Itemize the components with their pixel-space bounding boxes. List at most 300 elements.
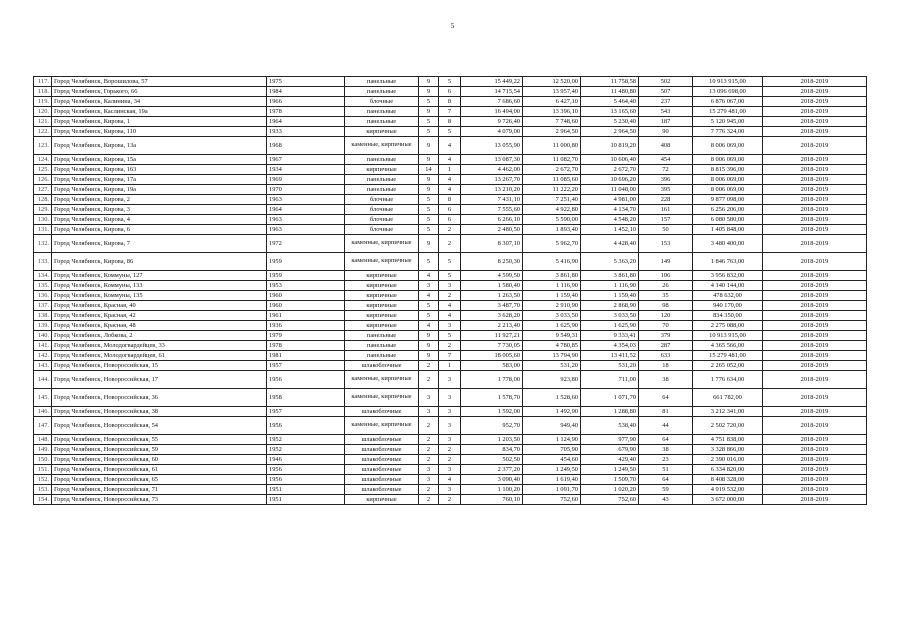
entrances-cell: 5 [439,331,461,341]
table-row [34,271,867,281]
entrances-cell: 3 [439,407,461,417]
area-3-cell: 4 981,00 [581,195,639,205]
entrances-cell: 3 [439,435,461,445]
area-2-cell: 1 091,70 [523,485,581,495]
cost-cell: 834 350,00 [693,311,763,321]
area-3-cell: 4 548,20 [581,215,639,225]
total-area-cell: 4 462,00 [461,165,523,175]
residents-cell: 120 [639,311,693,321]
period-cell: 2018-2019 [763,331,867,341]
area-2-cell: 5 590,00 [523,215,581,225]
total-area-cell: 760,10 [461,495,523,505]
area-3-cell: 5 230,40 [581,117,639,127]
residents-cell: 379 [639,331,693,341]
year-cell: 1946 [267,455,345,465]
area-2-cell: 752,60 [523,495,581,505]
material-cell: шлакоблочные [345,465,419,475]
table-row [34,417,867,435]
table-row [34,137,867,155]
area-3-cell: 977,90 [581,435,639,445]
table-row [34,445,867,455]
num: 148. [34,435,52,445]
material-cell: кирпичные [345,495,419,505]
floors-cell: 4 [419,321,439,331]
address-cell: Город Челябинск, Новороссийская, 61 [52,465,267,475]
address-cell: Город Челябинск, Новороссийская, 71 [52,485,267,495]
entrances-cell: 8 [439,97,461,107]
total-area-cell: 6 266,10 [461,215,523,225]
area-2-cell: 1 625,90 [523,321,581,331]
period-cell: 2018-2019 [763,271,867,281]
num: 142. [34,351,52,361]
table-row [34,185,867,195]
year-cell: 1963 [267,195,345,205]
entrances-cell: 3 [439,485,461,495]
residents-cell: 43 [639,495,693,505]
total-area-cell: 16 494,00 [461,107,523,117]
residents-cell: 64 [639,475,693,485]
area-2-cell: 13 396,10 [523,107,581,117]
area-2-cell: 12 520,00 [523,77,581,87]
year-cell: 1959 [267,271,345,281]
cost-cell: 15 279 481,00 [693,107,763,117]
address-cell: Город Челябинск, Кирова, 110 [52,127,267,137]
area-3-cell: 1 159,40 [581,291,639,301]
total-area-cell: 7 555,60 [461,205,523,215]
table-row [34,155,867,165]
total-area-cell: 1 203,50 [461,435,523,445]
entrances-cell: 4 [439,311,461,321]
entrances-cell: 4 [439,475,461,485]
area-3-cell: 752,60 [581,495,639,505]
floors-cell: 4 [419,271,439,281]
num: 124. [34,155,52,165]
material-cell: панельные [345,175,419,185]
num: 121. [34,117,52,127]
floors-cell: 5 [419,215,439,225]
num: 147. [34,417,52,435]
residents-cell: 70 [639,321,693,331]
material-cell: кирпичные [345,321,419,331]
area-2-cell: 13 957,40 [523,87,581,97]
residents-cell: 395 [639,185,693,195]
material-cell: кирпичные [345,271,419,281]
area-3-cell: 4 134,70 [581,205,639,215]
material-cell: шлакоблочные [345,475,419,485]
entrances-cell: 7 [439,351,461,361]
period-cell: 2018-2019 [763,301,867,311]
area-2-cell: 1 528,60 [523,389,581,407]
total-area-cell: 13 267,70 [461,175,523,185]
year-cell: 1957 [267,407,345,417]
residents-cell: 64 [639,389,693,407]
material-cell: панельные [345,117,419,127]
year-cell: 1951 [267,495,345,505]
total-area-cell: 2 213,40 [461,321,523,331]
table-body [34,77,867,505]
area-3-cell: 711,00 [581,371,639,389]
residents-cell: 44 [639,417,693,435]
entrances-cell: 4 [439,301,461,311]
table-row [34,407,867,417]
year-cell: 1978 [267,107,345,117]
residents-cell: 507 [639,87,693,97]
cost-cell: 3 212 341,00 [693,407,763,417]
cost-cell: 2 390 016,00 [693,455,763,465]
address-cell: Город Челябинск, Кирова, 3 [52,205,267,215]
floors-cell: 9 [419,235,439,253]
period-cell: 2018-2019 [763,407,867,417]
table-row [34,435,867,445]
table-row [34,165,867,175]
floors-cell: 2 [419,361,439,371]
cost-cell: 4 365 566,00 [693,341,763,351]
period-cell: 2018-2019 [763,185,867,195]
cost-cell: 2 265 052,00 [693,361,763,371]
area-2-cell: 1 492,90 [523,407,581,417]
year-cell: 1956 [267,371,345,389]
num: 143. [34,361,52,371]
total-area-cell: 13 210,20 [461,185,523,195]
area-2-cell: 11 222,20 [523,185,581,195]
entrances-cell: 1 [439,165,461,175]
material-cell: блочные [345,195,419,205]
floors-cell: 2 [419,371,439,389]
material-cell: шлакоблочные [345,435,419,445]
period-cell: 2018-2019 [763,361,867,371]
table-row [34,389,867,407]
table-row [34,301,867,311]
period-cell: 2018-2019 [763,435,867,445]
floors-cell: 5 [419,311,439,321]
total-area-cell: 1 578,70 [461,389,523,407]
cost-cell: 10 913 915,00 [693,331,763,341]
address-cell: Город Челябинск, Кирова, 2 [52,195,267,205]
area-2-cell: 11 085,60 [523,175,581,185]
period-cell: 2018-2019 [763,417,867,435]
year-cell: 1966 [267,97,345,107]
address-cell: Город Челябинск, Молодогвардейцев, 33 [52,341,267,351]
area-2-cell: 2 672,70 [523,165,581,175]
year-cell: 1968 [267,137,345,155]
total-area-cell: 1 778,00 [461,371,523,389]
material-cell: кирпичные [345,301,419,311]
residents-cell: 161 [639,205,693,215]
year-cell: 1959 [267,253,345,271]
address-cell: Город Челябинск, Новороссийская, 54 [52,417,267,435]
period-cell: 2018-2019 [763,371,867,389]
entrances-cell: 1 [439,361,461,371]
area-2-cell: 11 000,80 [523,137,581,155]
entrances-cell: 5 [439,271,461,281]
num: 131. [34,225,52,235]
cost-cell: 8 815 396,00 [693,165,763,175]
floors-cell: 5 [419,97,439,107]
period-cell: 2018-2019 [763,321,867,331]
material-cell: шлакоблочные [345,445,419,455]
total-area-cell: 1 100,20 [461,485,523,495]
area-3-cell: 11 758,58 [581,77,639,87]
cost-cell: 6 334 820,00 [693,465,763,475]
material-cell: шлакоблочные [345,361,419,371]
area-3-cell: 13 165,60 [581,107,639,117]
material-cell: каменные, кирпичные [345,389,419,407]
num: 125. [34,165,52,175]
area-3-cell: 2 868,90 [581,301,639,311]
period-cell: 2018-2019 [763,351,867,361]
entrances-cell: 2 [439,225,461,235]
table-row [34,235,867,253]
num: 144. [34,371,52,389]
residents-cell: 81 [639,407,693,417]
table-row [34,107,867,117]
cost-cell: 3 672 000,00 [693,495,763,505]
table-row [34,371,867,389]
total-area-cell: 1 580,40 [461,281,523,291]
area-3-cell: 2 964,50 [581,127,639,137]
residents-cell: 38 [639,371,693,389]
area-2-cell: 4 780,85 [523,341,581,351]
year-cell: 1934 [267,165,345,175]
year-cell: 1958 [267,389,345,407]
period-cell: 2018-2019 [763,485,867,495]
residents-cell: 51 [639,465,693,475]
material-cell: каменные, кирпичные [345,137,419,155]
material-cell: каменные, кирпичные [345,235,419,253]
area-2-cell: 1 893,40 [523,225,581,235]
area-3-cell: 1 625,90 [581,321,639,331]
entrances-cell: 6 [439,205,461,215]
total-area-cell: 13 087,30 [461,155,523,165]
material-cell: шлакоблочные [345,485,419,495]
floors-cell: 5 [419,195,439,205]
cost-cell: 3 956 832,00 [693,271,763,281]
table-row [34,351,867,361]
area-2-cell: 11 082,70 [523,155,581,165]
area-3-cell: 679,90 [581,445,639,455]
period-cell: 2018-2019 [763,465,867,475]
address-cell: Город Челябинск, Кирова, 17а [52,175,267,185]
num: 119. [34,97,52,107]
num: 117. [34,77,52,87]
total-area-cell: 1 263,50 [461,291,523,301]
year-cell: 1981 [267,351,345,361]
year-cell: 1963 [267,225,345,235]
year-cell: 1970 [267,185,345,195]
total-area-cell: 952,70 [461,417,523,435]
entrances-cell: 3 [439,389,461,407]
table-row [34,475,867,485]
cost-cell: 6 080 580,00 [693,215,763,225]
cost-cell: 13 096 698,00 [693,87,763,97]
address-cell: Город Челябинск, Красная, 42 [52,311,267,321]
area-2-cell: 13 794,90 [523,351,581,361]
area-3-cell: 1 071,70 [581,389,639,407]
area-3-cell: 5 464,40 [581,97,639,107]
address-cell: Город Челябинск, Кирова, 86 [52,253,267,271]
material-cell: панельные [345,155,419,165]
entrances-cell: 3 [439,371,461,389]
cost-cell: 4 140 144,00 [693,281,763,291]
address-cell: Город Челябинск, Кирова, 4 [52,215,267,225]
entrances-cell: 3 [439,281,461,291]
period-cell: 2018-2019 [763,235,867,253]
entrances-cell: 3 [439,321,461,331]
area-2-cell: 1 116,90 [523,281,581,291]
entrances-cell: 2 [439,445,461,455]
floors-cell: 3 [419,407,439,417]
cost-cell: 3 328 866,00 [693,445,763,455]
num: 139. [34,321,52,331]
num: 153. [34,485,52,495]
period-cell: 2018-2019 [763,225,867,235]
period-cell: 2018-2019 [763,175,867,185]
area-3-cell: 1 509,70 [581,475,639,485]
year-cell: 1964 [267,117,345,127]
entrances-cell: 4 [439,137,461,155]
table-row [34,117,867,127]
year-cell: 1979 [267,331,345,341]
area-3-cell: 1 288,80 [581,407,639,417]
table-row [34,331,867,341]
period-cell: 2018-2019 [763,165,867,175]
floors-cell: 2 [419,417,439,435]
total-area-cell: 7 686,60 [461,97,523,107]
table-row [34,175,867,185]
period-cell: 2018-2019 [763,291,867,301]
floors-cell: 5 [419,225,439,235]
material-cell: блочные [345,215,419,225]
num: 122. [34,127,52,137]
cost-cell: 1 405 848,00 [693,225,763,235]
address-cell: Город Челябинск, Кирова, 7 [52,235,267,253]
floors-cell: 9 [419,87,439,97]
num: 151. [34,465,52,475]
year-cell: 1936 [267,321,345,331]
address-cell: Город Челябинск, Каслинская, 19а [52,107,267,117]
year-cell: 1967 [267,155,345,165]
cost-cell: 9 877 098,00 [693,195,763,205]
residents-cell: 157 [639,215,693,225]
cost-cell: 8 006 069,00 [693,155,763,165]
floors-cell: 2 [419,445,439,455]
period-cell: 2018-2019 [763,445,867,455]
table-row [34,485,867,495]
residents-cell: 502 [639,77,693,87]
entrances-cell: 4 [439,175,461,185]
floors-cell: 3 [419,389,439,407]
total-area-cell: 8 307,10 [461,235,523,253]
residents-cell: 72 [639,165,693,175]
total-area-cell: 834,70 [461,445,523,455]
floors-cell: 5 [419,127,439,137]
cost-cell: 661 782,00 [693,389,763,407]
total-area-cell: 18 005,60 [461,351,523,361]
floors-cell: 9 [419,185,439,195]
num: 134. [34,271,52,281]
floors-cell: 5 [419,117,439,127]
year-cell: 1933 [267,127,345,137]
entrances-cell: 5 [439,127,461,137]
area-3-cell: 4 354,03 [581,341,639,351]
num: 140. [34,331,52,341]
entrances-cell: 8 [439,117,461,127]
address-cell: Город Челябинск, Калинина, 34 [52,97,267,107]
cost-cell: 7 776 324,00 [693,127,763,137]
area-3-cell: 10 819,20 [581,137,639,155]
address-cell: Город Челябинск, Красная, 40 [52,301,267,311]
material-cell: панельные [345,341,419,351]
table-row [34,281,867,291]
area-2-cell: 531,20 [523,361,581,371]
floors-cell: 2 [419,495,439,505]
period-cell: 2018-2019 [763,155,867,165]
period-cell: 2018-2019 [763,205,867,215]
num: 126. [34,175,52,185]
cost-cell: 8 006 069,00 [693,185,763,195]
total-area-cell: 2 377,20 [461,465,523,475]
material-cell: панельные [345,331,419,341]
address-cell: Город Челябинск, Кирова, 163 [52,165,267,175]
floors-cell: 9 [419,341,439,351]
entrances-cell: 8 [439,195,461,205]
table-row [34,311,867,321]
address-cell: Город Челябинск, Коммуны, 133 [52,281,267,291]
floors-cell: 5 [419,301,439,311]
table-row [34,321,867,331]
floors-cell: 5 [419,253,439,271]
residents-cell: 149 [639,253,693,271]
address-cell: Город Челябинск, Кирова, 6 [52,225,267,235]
year-cell: 1963 [267,215,345,225]
area-2-cell: 3 033,50 [523,311,581,321]
num: 123. [34,137,52,155]
total-area-cell: 8 250,30 [461,253,523,271]
year-cell: 1978 [267,341,345,351]
num: 129. [34,205,52,215]
material-cell: блочные [345,225,419,235]
area-2-cell: 3 861,80 [523,271,581,281]
year-cell: 1972 [267,235,345,253]
table-row [34,225,867,235]
num: 132. [34,235,52,253]
entrances-cell: 3 [439,465,461,475]
year-cell: 1960 [267,291,345,301]
entrances-cell: 6 [439,87,461,97]
material-cell: кирпичные [345,165,419,175]
address-cell: Город Челябинск, Кирова, 19а [52,185,267,195]
year-cell: 1957 [267,361,345,371]
year-cell: 1960 [267,301,345,311]
period-cell: 2018-2019 [763,127,867,137]
year-cell: 1953 [267,281,345,291]
entrances-cell: 2 [439,235,461,253]
entrances-cell: 4 [439,155,461,165]
period-cell: 2018-2019 [763,475,867,485]
address-cell: Город Челябинск, Лобкова, 2 [52,331,267,341]
residents-cell: 287 [639,341,693,351]
year-cell: 1975 [267,77,345,87]
area-2-cell: 7 251,40 [523,195,581,205]
material-cell: блочные [345,205,419,215]
num: 128. [34,195,52,205]
floors-cell: 2 [419,455,439,465]
cost-cell: 1 846 763,00 [693,253,763,271]
floors-cell: 5 [419,205,439,215]
table-row [34,361,867,371]
area-2-cell: 1 249,50 [523,465,581,475]
cost-cell: 5 120 945,00 [693,117,763,127]
